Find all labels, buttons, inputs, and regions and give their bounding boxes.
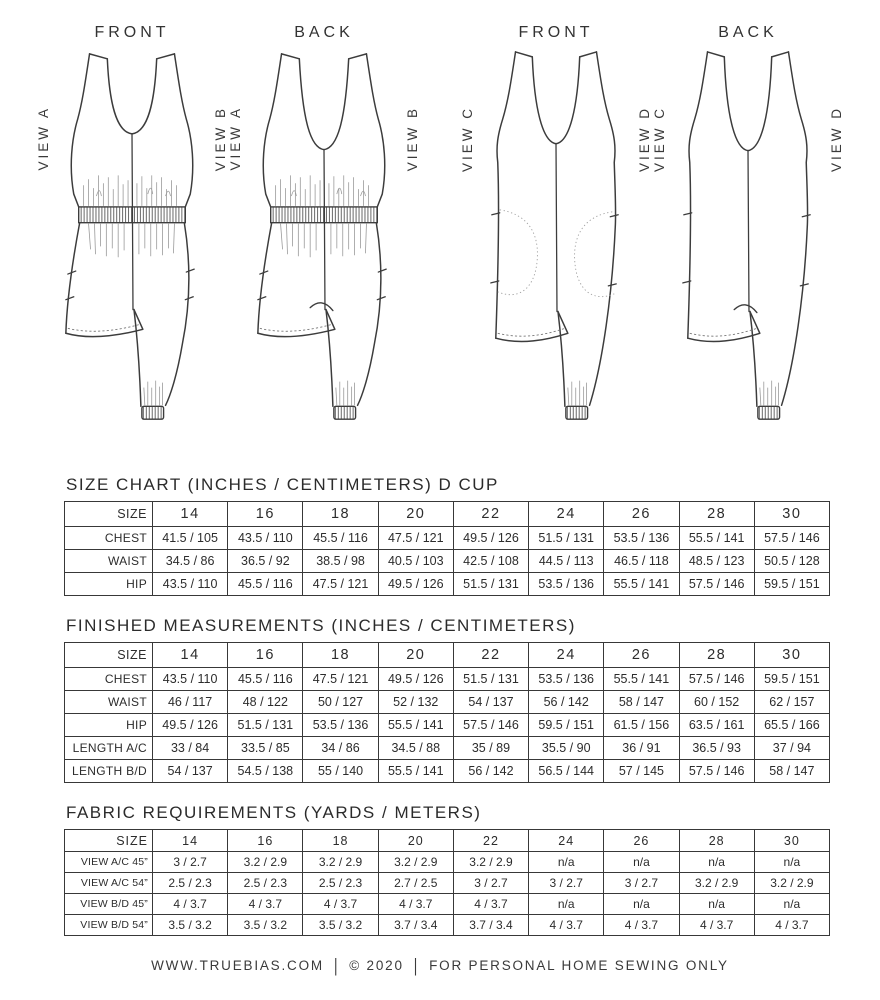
measurement-cell: 52 / 132: [378, 691, 453, 714]
row-label: CHEST: [65, 668, 153, 691]
measurement-cell: n/a: [604, 852, 679, 873]
table-row: [65, 550, 830, 573]
measurement-cell: 56.5 / 144: [529, 760, 604, 783]
measurement-cell: 40.5 / 103: [378, 550, 453, 573]
measurement-cell: 34.5 / 86: [153, 550, 228, 573]
measurement-cell: 2.5 / 2.3: [153, 873, 228, 894]
table-row: [65, 852, 830, 873]
elastic-waistband: [271, 207, 378, 223]
size-column-header: 30: [754, 643, 829, 668]
figure-title: BACK: [718, 24, 778, 41]
measurement-cell: 3.2 / 2.9: [679, 873, 754, 894]
measurement-cell: 35 / 89: [453, 737, 528, 760]
measurement-cell: 4 / 3.7: [754, 915, 829, 936]
measurement-cell: 36.5 / 93: [679, 737, 754, 760]
measurement-cell: n/a: [529, 852, 604, 873]
measurement-cell: 49.5 / 126: [453, 527, 528, 550]
measurement-cell: 2.7 / 2.5: [378, 873, 453, 894]
jumpsuit-back-cd-illustration: [669, 46, 827, 431]
table-row: [65, 894, 830, 915]
measurement-cell: 38.5 / 98: [303, 550, 378, 573]
measurement-cell: 49.5 / 126: [378, 573, 453, 596]
measurement-cell: 56 / 142: [453, 760, 528, 783]
footer-divider: |: [413, 955, 420, 976]
size-column-header: 18: [303, 830, 378, 852]
row-label: HIP: [65, 714, 153, 737]
measurement-cell: n/a: [679, 894, 754, 915]
measurement-cell: 44.5 / 113: [529, 550, 604, 573]
size-column-header: 16: [228, 643, 303, 668]
size-column-header: 22: [453, 502, 528, 527]
measurement-cell: 55.5 / 141: [378, 760, 453, 783]
measurement-cell: 55.5 / 141: [679, 527, 754, 550]
jumpsuit-back-ab-illustration: [245, 46, 403, 431]
measurement-cell: 34.5 / 88: [378, 737, 453, 760]
size-column-header: 28: [679, 830, 754, 852]
measurement-cell: 49.5 / 126: [378, 668, 453, 691]
view-b-label: VIEW B: [405, 106, 420, 172]
cuff-gathers: [760, 381, 779, 406]
fabric-requirements-heading: FABRIC REQUIREMENTS (YARDS / METERS): [66, 803, 482, 822]
measurement-cell: 48.5 / 123: [679, 550, 754, 573]
size-header-cell: SIZE: [65, 830, 153, 852]
measurement-cell: 48 / 122: [228, 691, 303, 714]
measurement-cell: 53.5 / 136: [303, 714, 378, 737]
measurement-cell: n/a: [754, 852, 829, 873]
size-column-header: 24: [529, 643, 604, 668]
measurement-cell: 55.5 / 141: [604, 668, 679, 691]
cuff-gathers: [336, 381, 355, 406]
measurement-cell: 3.7 / 3.4: [453, 915, 528, 936]
row-label: WAIST: [65, 550, 153, 573]
measurement-cell: 47.5 / 121: [303, 573, 378, 596]
measurement-cell: 58 / 147: [604, 691, 679, 714]
measurement-cell: 50.5 / 128: [754, 550, 829, 573]
measurement-cell: 3.5 / 3.2: [303, 915, 378, 936]
measurement-cell: 43.5 / 110: [153, 573, 228, 596]
measurement-cell: 47.5 / 121: [303, 668, 378, 691]
measurement-cell: 57.5 / 146: [679, 668, 754, 691]
measurement-cell: 3.5 / 3.2: [228, 915, 303, 936]
measurement-cell: 34 / 86: [303, 737, 378, 760]
measurement-cell: 57.5 / 146: [679, 573, 754, 596]
view-c-label: VIEW C: [652, 106, 667, 173]
size-column-header: 26: [604, 502, 679, 527]
table-row: [65, 760, 830, 783]
view-d-label: VIEW D: [637, 106, 652, 173]
size-chart-heading: SIZE CHART (INCHES / CENTIMETERS) D CUP: [66, 475, 499, 494]
measurement-cell: 56 / 142: [529, 691, 604, 714]
row-label: WAIST: [65, 691, 153, 714]
measurement-cell: 3 / 2.7: [529, 873, 604, 894]
measurement-cell: 59.5 / 151: [754, 573, 829, 596]
row-label: LENGTH B/D: [65, 760, 153, 783]
fabric-requirements-table: [64, 829, 830, 936]
size-header-cell: SIZE: [65, 502, 153, 527]
measurement-cell: 65.5 / 166: [754, 714, 829, 737]
measurement-cell: 57.5 / 146: [754, 527, 829, 550]
table-row: [65, 915, 830, 936]
figure-title: BACK: [294, 24, 354, 41]
measurement-cell: 36.5 / 92: [228, 550, 303, 573]
size-column-header: 18: [303, 502, 378, 527]
figure-front-ab: [36, 24, 228, 431]
size-column-header: 16: [228, 502, 303, 527]
table-row: [65, 668, 830, 691]
size-column-header: 28: [679, 502, 754, 527]
jumpsuit-front-cd-illustration: [477, 46, 635, 431]
row-label: LENGTH A/C: [65, 737, 153, 760]
table-body: [65, 830, 830, 936]
figure-front-cd: [460, 24, 652, 431]
footer-website: WWW.TRUEBIAS.COM: [151, 958, 324, 973]
measurement-cell: 35.5 / 90: [529, 737, 604, 760]
size-column-header: 30: [754, 830, 829, 852]
elastic-cuff: [334, 406, 356, 419]
measurement-cell: 62 / 157: [754, 691, 829, 714]
measurement-cell: 58 / 147: [754, 760, 829, 783]
size-column-header: 18: [303, 643, 378, 668]
measurement-cell: 59.5 / 151: [754, 668, 829, 691]
figure-title: FRONT: [518, 24, 594, 41]
measurement-cell: 55.5 / 141: [604, 573, 679, 596]
table-row: [65, 873, 830, 894]
measurement-cell: 33 / 84: [153, 737, 228, 760]
measurement-cell: 45.5 / 116: [303, 527, 378, 550]
measurement-cell: 53.5 / 136: [529, 573, 604, 596]
size-column-header: 14: [153, 502, 228, 527]
measurement-cell: 53.5 / 136: [529, 668, 604, 691]
measurement-cell: 43.5 / 110: [153, 668, 228, 691]
measurement-cell: 42.5 / 108: [453, 550, 528, 573]
measurement-cell: 47.5 / 121: [378, 527, 453, 550]
measurement-cell: 41.5 / 105: [153, 527, 228, 550]
measurement-cell: 3.7 / 3.4: [378, 915, 453, 936]
cuff-gathers: [144, 381, 163, 406]
figure-back-ab: [228, 24, 420, 431]
measurement-cell: 43.5 / 110: [228, 527, 303, 550]
row-label: VIEW B/D 54”: [65, 915, 153, 936]
measurement-cell: 51.5 / 131: [453, 668, 528, 691]
size-column-header: 30: [754, 502, 829, 527]
measurement-cell: 4 / 3.7: [453, 894, 528, 915]
view-b-label: VIEW B: [213, 106, 228, 172]
size-column-header: 24: [529, 502, 604, 527]
table-row: [65, 737, 830, 760]
measurement-cell: 51.5 / 131: [228, 714, 303, 737]
measurement-cell: 3.2 / 2.9: [228, 852, 303, 873]
garment-figures-section: [0, 0, 880, 431]
measurement-cell: 3.2 / 2.9: [303, 852, 378, 873]
measurement-cell: 33.5 / 85: [228, 737, 303, 760]
measurement-cell: 2.5 / 2.3: [228, 873, 303, 894]
size-column-header: 24: [529, 830, 604, 852]
measurement-cell: 57 / 145: [604, 760, 679, 783]
size-column-header: 14: [153, 830, 228, 852]
size-column-header: 20: [378, 502, 453, 527]
figure-title: FRONT: [94, 24, 170, 41]
view-d-label: VIEW D: [829, 106, 844, 173]
size-column-header: 14: [153, 643, 228, 668]
measurement-cell: 4 / 3.7: [153, 894, 228, 915]
measurement-cell: n/a: [604, 894, 679, 915]
table-header-row: [65, 502, 830, 527]
measurement-cell: 55 / 140: [303, 760, 378, 783]
measurement-cell: 45.5 / 116: [228, 668, 303, 691]
measurement-cell: 3.2 / 2.9: [378, 852, 453, 873]
table-row: [65, 714, 830, 737]
measurement-cell: 54.5 / 138: [228, 760, 303, 783]
row-label: HIP: [65, 573, 153, 596]
measurement-cell: 61.5 / 156: [604, 714, 679, 737]
footer-notice: FOR PERSONAL HOME SEWING ONLY: [429, 958, 729, 973]
measurement-cell: 4 / 3.7: [529, 915, 604, 936]
elastic-waistband: [79, 207, 186, 223]
measurement-cell: 3 / 2.7: [153, 852, 228, 873]
figure-back-cd: [652, 24, 844, 431]
measurement-cell: 3 / 2.7: [453, 873, 528, 894]
jumpsuit-front-ab-illustration: [53, 46, 211, 431]
size-column-header: 26: [604, 643, 679, 668]
measurement-cell: 59.5 / 151: [529, 714, 604, 737]
measurement-cell: 3.5 / 3.2: [153, 915, 228, 936]
measurement-cell: 4 / 3.7: [604, 915, 679, 936]
size-column-header: 26: [604, 830, 679, 852]
footer-divider: |: [333, 955, 340, 976]
measurement-cell: 51.5 / 131: [529, 527, 604, 550]
measurement-cell: 54 / 137: [153, 760, 228, 783]
measurement-cell: 2.5 / 2.3: [303, 873, 378, 894]
elastic-cuff: [142, 406, 164, 419]
table-header-row: [65, 830, 830, 852]
finished-measurements-table: [64, 642, 830, 783]
measurement-cell: 3 / 2.7: [604, 873, 679, 894]
measurement-cell: n/a: [754, 894, 829, 915]
measurement-cell: 60 / 152: [679, 691, 754, 714]
measurement-cell: 53.5 / 136: [604, 527, 679, 550]
pocket-left: [498, 210, 538, 295]
measurement-cell: 57.5 / 146: [679, 760, 754, 783]
table-row: [65, 573, 830, 596]
pocket-right: [575, 212, 615, 297]
size-header-cell: SIZE: [65, 643, 153, 668]
view-a-label: VIEW A: [228, 106, 243, 171]
measurement-cell: 54 / 137: [453, 691, 528, 714]
elastic-cuff: [566, 406, 588, 419]
measurement-cell: 49.5 / 126: [153, 714, 228, 737]
cuff-gathers: [568, 381, 587, 406]
measurement-cell: 4 / 3.7: [228, 894, 303, 915]
size-column-header: 20: [378, 643, 453, 668]
row-label: VIEW A/C 45”: [65, 852, 153, 873]
measurement-cell: 57.5 / 146: [453, 714, 528, 737]
measurement-cell: 4 / 3.7: [679, 915, 754, 936]
footer-copyright: © 2020: [349, 958, 404, 973]
measurement-cell: 46 / 117: [153, 691, 228, 714]
measurement-cell: 4 / 3.7: [303, 894, 378, 915]
measurement-cell: 51.5 / 131: [453, 573, 528, 596]
row-label: VIEW B/D 45”: [65, 894, 153, 915]
measurement-cell: n/a: [529, 894, 604, 915]
table-row: [65, 691, 830, 714]
measurement-cell: 55.5 / 141: [378, 714, 453, 737]
table-body: [65, 502, 830, 596]
measurement-cell: n/a: [679, 852, 754, 873]
measurement-cell: 3.2 / 2.9: [453, 852, 528, 873]
measurement-cell: 4 / 3.7: [378, 894, 453, 915]
measurement-cell: 45.5 / 116: [228, 573, 303, 596]
size-column-header: 22: [453, 830, 528, 852]
tables-section: [64, 475, 830, 936]
measurement-cell: 37 / 94: [754, 737, 829, 760]
row-label: CHEST: [65, 527, 153, 550]
table-header-row: [65, 643, 830, 668]
size-chart-table: [64, 501, 830, 596]
page-footer: [0, 955, 880, 976]
table-body: [65, 643, 830, 783]
view-a-label: VIEW A: [36, 106, 51, 171]
size-column-header: 28: [679, 643, 754, 668]
size-column-header: 16: [228, 830, 303, 852]
table-row: [65, 527, 830, 550]
size-column-header: 22: [453, 643, 528, 668]
measurement-cell: 36 / 91: [604, 737, 679, 760]
view-c-label: VIEW C: [460, 106, 475, 173]
finished-measurements-heading: FINISHED MEASUREMENTS (INCHES / CENTIMETERS): [66, 616, 576, 635]
row-label: VIEW A/C 54”: [65, 873, 153, 894]
measurement-cell: 3.2 / 2.9: [754, 873, 829, 894]
measurement-cell: 50 / 127: [303, 691, 378, 714]
size-column-header: 20: [378, 830, 453, 852]
elastic-cuff: [758, 406, 780, 419]
measurement-cell: 63.5 / 161: [679, 714, 754, 737]
measurement-cell: 46.5 / 118: [604, 550, 679, 573]
